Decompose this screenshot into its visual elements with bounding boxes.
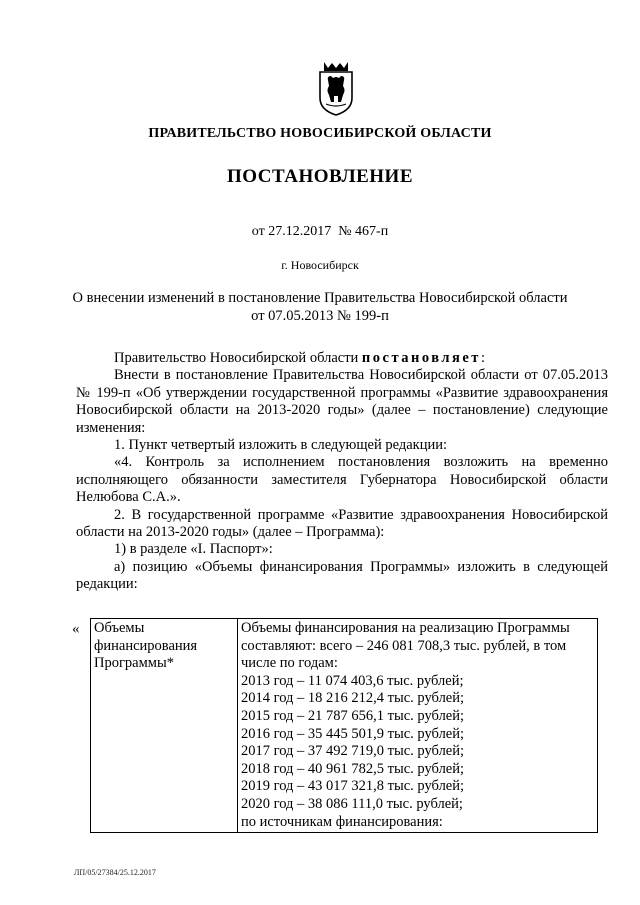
table-cell-values (238, 619, 598, 833)
sources-line: по источникам финансирования: (241, 813, 443, 830)
paragraph-subitem-1: 1) в разделе «I. Паспорт»: (114, 541, 273, 558)
organization-title: ПРАВИТЕЛЬСТВО НОВОСИБИРСКОЙ ОБЛАСТИ (148, 126, 492, 141)
document-city: г. Новосибирск (281, 258, 359, 272)
year-line: 2020 год – 38 086 111,0 тыс. рублей; (241, 795, 463, 812)
document-type-title: ПОСТАНОВЛЕНИЕ (226, 166, 414, 187)
subject-line-1: О внесении изменений в постановление Правительства Новосибирской области (72, 290, 568, 306)
paragraph-subitem-a: а) позицию «Объемы финансирования Программы» изложить в следующей редакции: (76, 558, 608, 593)
document-date-number: от 27.12.2017 № 467-п (251, 224, 389, 239)
intro-end: : (480, 350, 485, 366)
table-row (91, 619, 598, 833)
footer-code: ЛП/05/27384/25.12.2017 (74, 868, 156, 877)
decree-keyword: постановляет (361, 350, 481, 366)
paragraph-item-2: 2. В государственной программе «Развитие здравоохранения Новосибирской области на 2013-2020 годы» (далее – Программа): (76, 506, 608, 541)
financing-intro: Объемы финансирования на реализацию Программы составляют: всего – 246 081 708,3 тыс. рублей, в том числе по годам: (241, 620, 570, 672)
document-subject (0, 289, 640, 325)
year-line: 2017 год – 37 492 719,0 тыс. рублей; (241, 743, 465, 760)
intro-paragraph (76, 350, 608, 367)
year-line: 2015 год – 21 787 656,1 тыс. рублей; (241, 707, 465, 724)
opening-quote-mark: « (72, 621, 80, 637)
coat-of-arms-icon (316, 60, 356, 116)
year-line: 2019 год – 43 017 321,8 тыс. рублей; (241, 778, 465, 795)
year-line: 2016 год – 35 445 501,9 тыс. рублей; (241, 725, 465, 742)
paragraph-amend: Внести в постановление Правительства Новосибирской области от 07.05.2013 № 199-п «Об утверждении государственной программы «Развитие здравоохранения Новосибирской области на 2013-2020 годы» (далее – постановление) следующие изменения: (76, 367, 608, 436)
financing-table (90, 618, 598, 833)
subject-line-2: от 07.05.2013 № 199-п (251, 308, 389, 324)
year-line: 2014 год – 18 216 212,4 тыс. рублей; (241, 690, 465, 707)
document-body (76, 350, 608, 594)
year-line: 2018 год – 40 961 782,5 тыс. рублей; (241, 760, 465, 777)
paragraph-item-1: 1. Пункт четвертый изложить в следующей редакции: (114, 437, 448, 454)
intro-text: Правительство Новосибирской области (114, 350, 362, 366)
paragraph-item-4-text: «4. Контроль за исполнением постановления возложить на временно исполняющего обязанности заместителя Губернатора Новосибирской области Нелюбова С.А.». (76, 454, 608, 506)
table-cell-label: Объемы финансирования Программы* (91, 619, 238, 833)
year-line: 2013 год – 11 074 403,6 тыс. рублей; (241, 672, 464, 689)
